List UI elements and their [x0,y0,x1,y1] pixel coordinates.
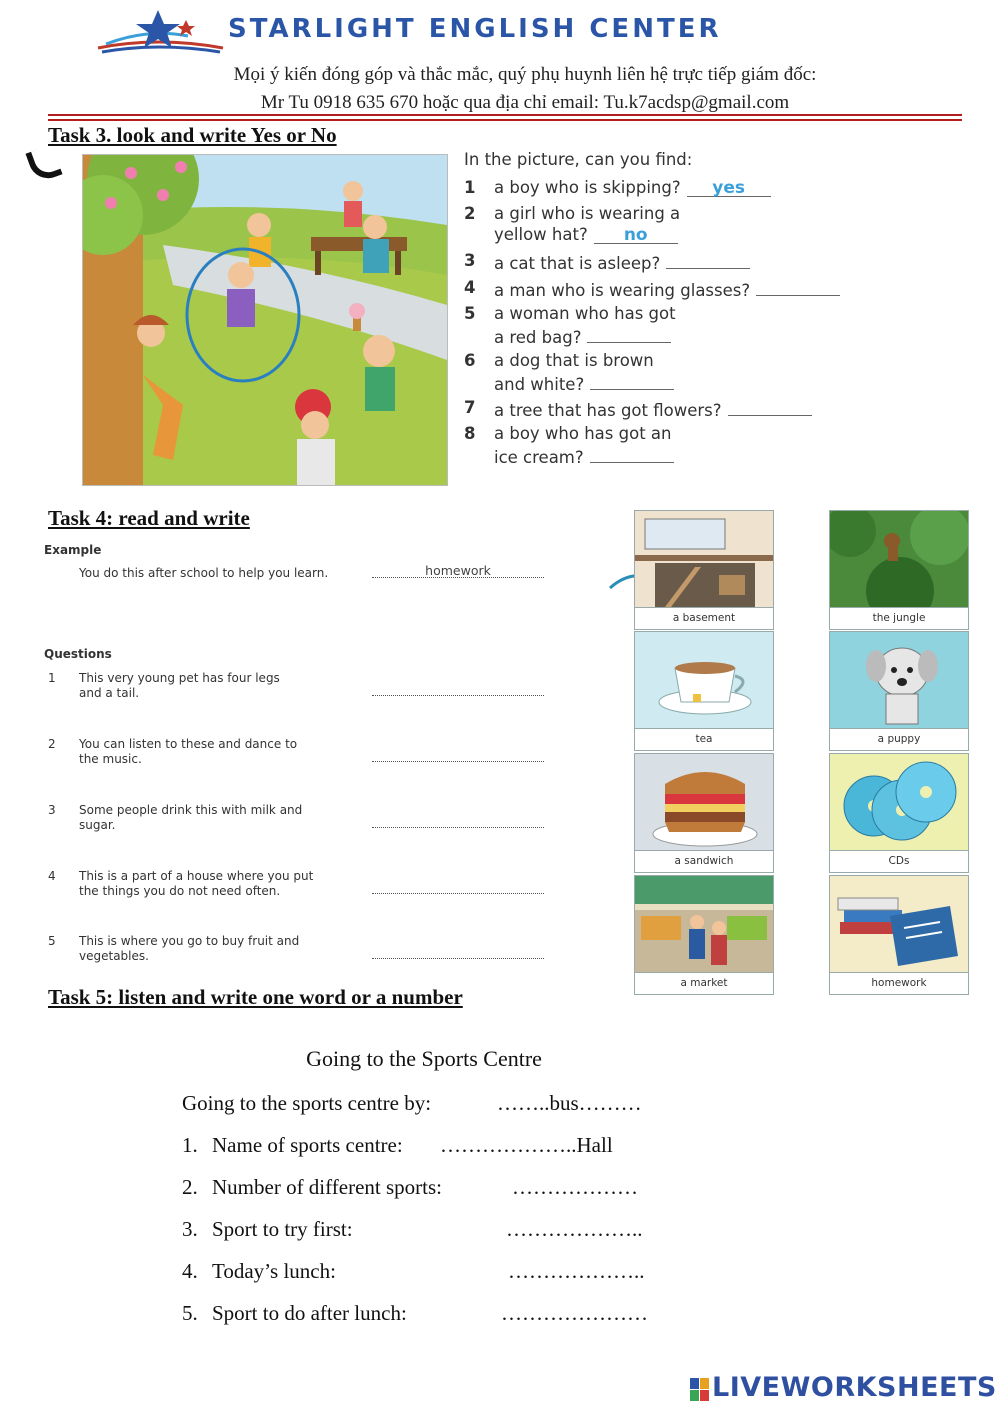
park-illustration [82,154,448,486]
answer-blank[interactable]: yes [687,178,771,197]
corner-mark [25,144,62,184]
task4-question [0,869,560,909]
question-number: 5 [48,934,56,948]
basement-picture [635,511,773,607]
picture-card-sandwich [634,753,774,873]
contact-line-1: Mọi ý kiến đóng góp và thắc mắc, quý phụ huynh liên hệ trực tiếp giám đốc: [233,64,817,85]
task5-item-number: 2. [182,1175,198,1199]
card-caption: CDs [830,850,968,873]
task5-item-number: 4. [182,1259,198,1283]
answer-line[interactable] [372,747,544,762]
task5-item-label: Number of different sports: [212,1175,442,1199]
question-text-line2: vegetables. [79,949,149,963]
picture-card-homework [829,875,969,995]
question-text-line2: yellow hat? [494,225,588,244]
question-number: 8 [464,424,476,443]
answer-blank[interactable] [666,250,750,269]
card-caption: tea [635,728,773,751]
center-name: STARLIGHT ENGLISH CENTER [228,14,722,44]
question-number: 2 [48,737,56,751]
liveworksheets-brand: LIVEWORKSHEETS [712,1372,997,1403]
task3-intro: In the picture, can you find: [464,150,693,169]
card-caption: a puppy [830,728,968,751]
question-number: 4 [464,278,476,297]
question-text: a girl who is wearing a [494,204,681,223]
answer-blank[interactable]: no [594,225,678,244]
puppy-picture [830,632,968,728]
questions-label: Questions [44,647,112,661]
task5-title: Task 5: listen and write one word or a number [48,985,463,1009]
question-number: 2 [464,204,476,223]
task4-question [0,671,560,711]
question-text: a tree that has got flowers? [494,401,722,420]
answer-blank[interactable] [756,277,840,296]
question-number: 4 [48,869,56,883]
task5-item-number: 5. [182,1301,198,1325]
task3-title: Task 3. look and write Yes or No [48,123,337,147]
question-number: 3 [48,803,56,817]
answer-line[interactable] [372,813,544,828]
question-text-line2: and white? [494,375,585,394]
task4-title: Task 4: read and write [48,506,250,530]
answer-line[interactable] [372,944,544,959]
task5-item-number: 1. [182,1133,198,1157]
question-number: 1 [48,671,56,685]
task5-heading: Going to the Sports Centre [306,1046,542,1071]
question-text: This is where you go to buy fruit and [79,934,300,948]
question-number: 6 [464,351,476,370]
example-text: You do this after school to help you learn. [79,566,329,580]
picture-card-tea [634,631,774,751]
task4-question [0,737,560,777]
question-text-line2: sugar. [79,818,116,832]
question-text: a man who is wearing glasses? [494,281,751,300]
picture-card-market [634,875,774,995]
header-divider [48,114,962,116]
answer-blank[interactable] [590,444,674,463]
card-caption: homework [830,972,968,995]
question-text: This is a part of a house where you put [79,869,314,883]
cds-picture [830,754,968,850]
picture-card-cds [829,753,969,873]
liveworksheets-icon [690,1378,710,1402]
task5-intro-answer[interactable]: ……..bus……… [497,1091,642,1115]
picture-card-puppy [829,631,969,751]
question-number: 5 [464,304,476,323]
example-answer: homework [372,563,544,578]
question-text: Some people drink this with milk and [79,803,303,817]
question-text-line2: a red bag? [494,328,582,347]
sandwich-picture [635,754,773,850]
task4-question [0,803,560,843]
question-text-line2: ice cream? [494,448,584,467]
contact-line-2: Mr Tu 0918 635 670 hoặc qua địa chỉ email: Tu.k7acdsp@gmail.com [260,92,790,113]
picture-card-jungle [829,510,969,630]
question-number: 1 [464,178,476,197]
question-text: a cat that is asleep? [494,254,661,273]
task5-answer-blank[interactable]: ………………… [501,1301,648,1325]
question-text: a woman who has got [494,304,676,323]
question-number: 7 [464,398,476,417]
question-text: a boy who is skipping? [494,178,681,197]
task4-question [0,934,560,974]
question-text: This very young pet has four legs [79,671,280,685]
answer-blank[interactable] [728,397,812,416]
tea-picture [635,632,773,728]
task5-answer-blank[interactable]: ………………..Hall [440,1133,613,1157]
question-number: 3 [464,251,476,270]
example-label: Example [44,543,102,557]
question-text: a boy who has got an [494,424,672,443]
task5-item-label: Sport to do after lunch: [212,1301,407,1325]
task5-answer-blank[interactable]: ……………… [512,1175,638,1199]
answer-blank[interactable] [587,324,671,343]
answer-line[interactable] [372,681,544,696]
homework-picture [830,876,968,972]
task5-item-label: Sport to try first: [212,1217,353,1241]
question-text: You can listen to these and dance to [79,737,298,751]
question-text-line2: the music. [79,752,142,766]
card-caption: a sandwich [635,850,773,873]
question-text: a dog that is brown [494,351,654,370]
answer-line[interactable] [372,879,544,894]
center-logo [88,6,228,56]
card-caption: a basement [635,607,773,630]
market-picture [635,876,773,972]
task5-item-label: Name of sports centre: [212,1133,403,1157]
header-divider [48,119,962,121]
jungle-picture [830,511,968,607]
liveworksheets-logo [690,1372,997,1408]
answer-blank[interactable] [590,371,674,390]
card-caption: a market [635,972,773,995]
task5-item-number: 3. [182,1217,198,1241]
picture-card-basement [634,510,774,630]
card-caption: the jungle [830,607,968,630]
task5-item-label: Today’s lunch: [212,1259,336,1283]
task5-intro-label: Going to the sports centre by: [182,1091,432,1115]
question-text-line2: and a tail. [79,686,140,700]
task5-answer-blank[interactable]: ……………….. [508,1259,645,1283]
question-text-line2: the things you do not need often. [79,884,281,898]
task5-answer-blank[interactable]: ……………….. [506,1217,643,1241]
